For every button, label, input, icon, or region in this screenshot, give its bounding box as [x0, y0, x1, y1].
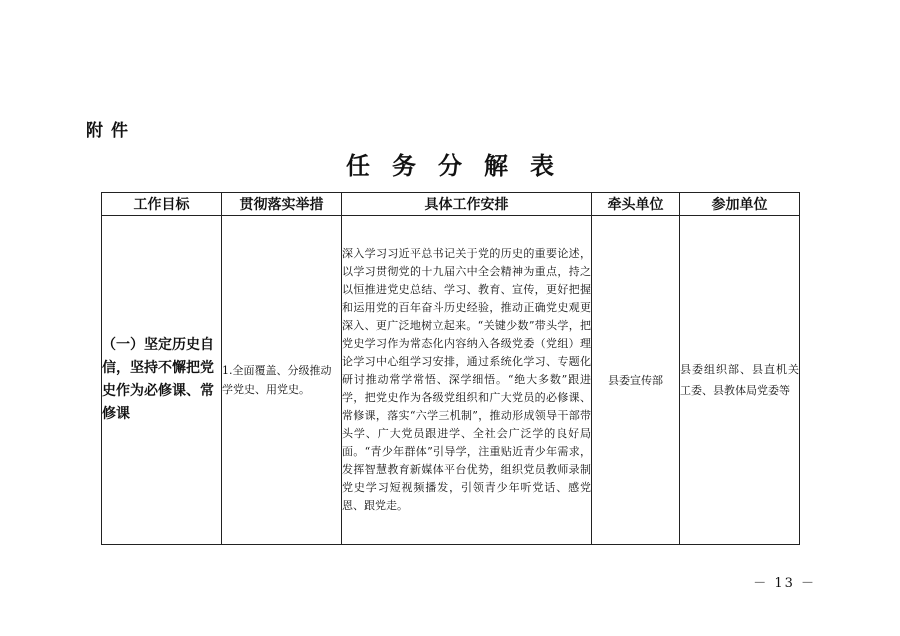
table-row [102, 216, 800, 545]
cell-participating-units: 县委组织部、县直机关工委、县教体局党委等 [680, 216, 800, 545]
task-breakdown-table [101, 192, 800, 545]
cell-lead-unit: 县委宣传部 [592, 216, 680, 545]
cell-work-goal: （一）坚定历史自信，坚持不懈把党史作为必修课、常修课 [102, 216, 222, 545]
header-work-goal: 工作目标 [102, 193, 222, 216]
table-header-row [102, 193, 800, 216]
page-number: － 13 － [753, 576, 816, 591]
annex-label: 附件 [86, 121, 136, 141]
cell-implementation-measure: 1.全面覆盖、分级推动学党史、用党史。 [222, 216, 342, 545]
header-specific-arrangements: 具体工作安排 [342, 193, 592, 216]
header-lead-unit: 牵头单位 [592, 193, 680, 216]
header-participating-units: 参加单位 [680, 193, 800, 216]
page-title: 任务分解表 [346, 151, 576, 180]
header-implementation-measures: 贯彻落实举措 [222, 193, 342, 216]
cell-specific-arrangement: 深入学习习近平总书记关于党的历史的重要论述，以学习贯彻党的十九届六中全会精神为重点，持之以恒推进党史总结、学习、教育、宣传，更好把握和运用党的百年奋斗历史经验，推动正确党史观更深入、更广泛地树立起来。“关键少数”带头学，把党史学习作为常态化内容纳入各级党委（党组）理论学习中心组学习安排，通过系统化学习、专题化研讨推动常学常悟、深学细悟。“绝大多数”跟进学，把党史作为各级党组织和广大党员的必修课、常修课，落实“六学三机制”，推动形成领导干部带头学、广大党员跟进学、全社会广泛学的良好局面。“青少年群体”引导学，注重贴近青少年需求，发挥智慧教育新媒体平台优势，组织党员教师录制党史学习短视频播发，引领青少年听党话、感党恩、跟党走。 [342, 216, 592, 545]
